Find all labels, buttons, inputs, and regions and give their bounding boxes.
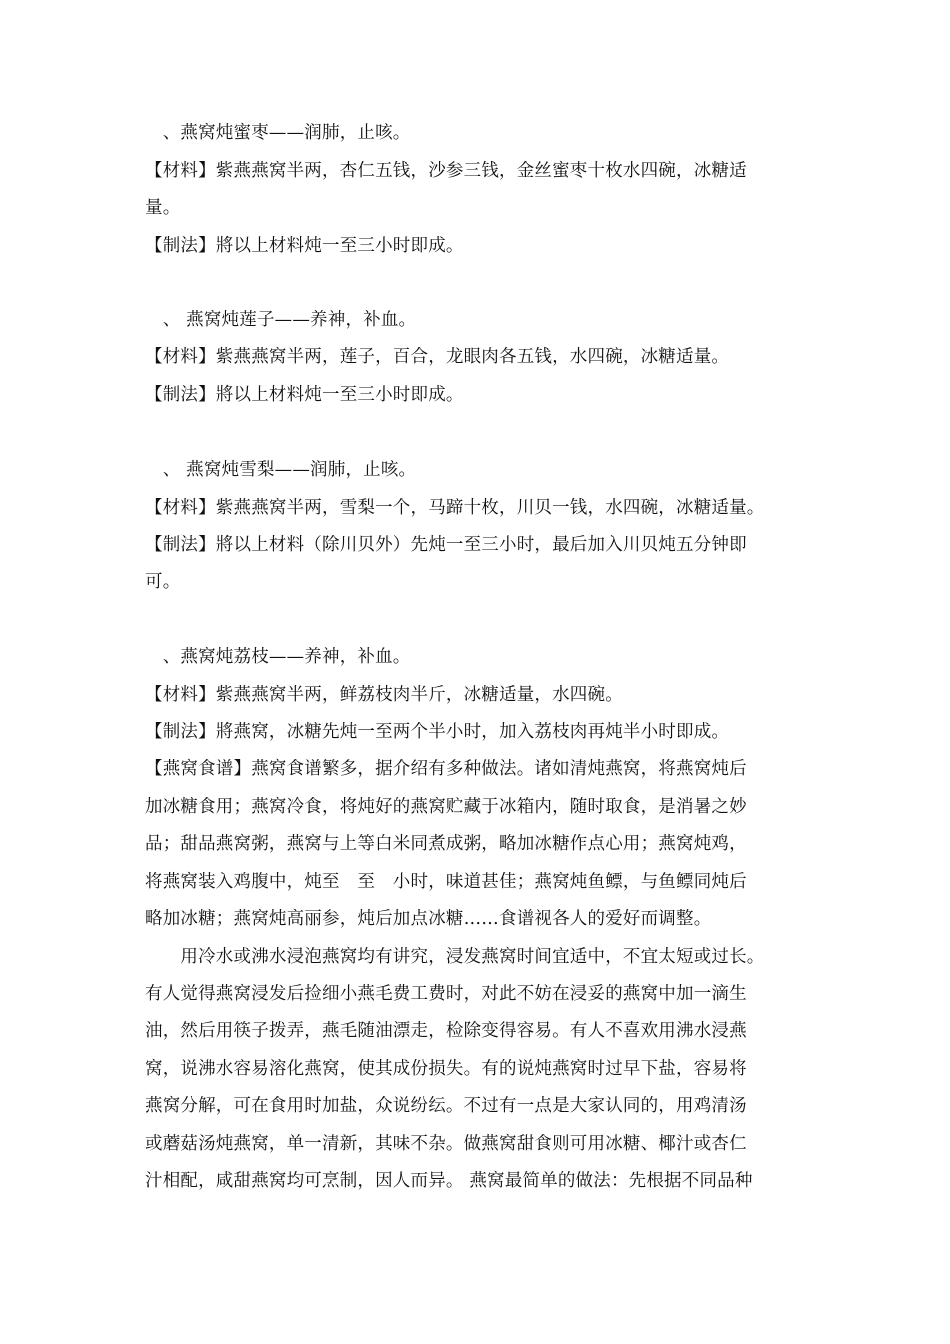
paragraph-line: 燕窝分解，可在食用时加盐，众说纷纭。不过有一点是大家认同的，用鸡清汤 <box>145 1096 747 1116</box>
recipes-section-line: 品；甜品燕窝粥，燕窝与上等白米同煮成粥，略加冰糖作点心用；燕窝炖鸡， <box>145 834 747 854</box>
recipes-section-line: 【燕窝食谱】燕窝食谱繁多，据介绍有多种做法。诸如清炖燕窝，将燕窝炖后 <box>145 759 747 779</box>
paragraph-line: 用冷水或沸水浸泡燕窝均有讲究，浸发燕窝时间宜适中，不宜太短或过长。 <box>145 947 765 967</box>
paragraph-line: 窝，说沸水容易溶化燕窝，使其成份损失。有的说炖燕窝时过早下盐，容易将 <box>145 1059 747 1079</box>
recipe-4-title: 、燕窝炖荔枝——养神，补血。 <box>145 647 411 667</box>
recipe-3-title: 、 燕窝炖雪梨——润肺，止咳。 <box>145 460 417 480</box>
recipe-4-materials: 【材料】紫燕燕窝半两，鲜荔枝肉半斤，冰糖适量，水四碗。 <box>145 685 623 705</box>
recipe-3-method-cont: 可。 <box>145 572 181 592</box>
recipe-1-materials: 【材料】紫燕燕窝半两，杏仁五钱，沙参三钱，金丝蜜枣十枚水四碗，冰糖适 <box>145 161 747 181</box>
recipe-2-materials: 【材料】紫燕燕窝半两，莲子，百合，龙眼肉各五钱，水四碗，冰糖适量。 <box>145 347 730 367</box>
paragraph-line: 有人觉得燕窝浸发后捡细小燕毛费工费时，对此不妨在浸妥的燕窝中加一滴生 <box>145 984 747 1004</box>
recipe-1-materials-cont: 量。 <box>145 198 181 218</box>
recipes-section-line: 加冰糖食用；燕窝冷食，将炖好的燕窝贮藏于冰箱内，随时取食，是消暑之妙 <box>145 797 747 817</box>
recipes-section-line: 略加冰糖；燕窝炖高丽参，炖后加点冰糖……食谱视各人的爱好而调整。 <box>145 909 712 929</box>
recipe-3-method: 【制法】將以上材料（除川贝外）先炖一至三小时，最后加入川贝炖五分钟即 <box>145 535 747 555</box>
paragraph-line: 油，然后用筷子拨弄，燕毛随油漂走，检除变得容易。有人不喜欢用沸水浸燕 <box>145 1021 747 1041</box>
recipe-2-title: 、 燕窝炖莲子——养神，补血。 <box>145 310 417 330</box>
paragraph-line: 汁相配，咸甜燕窝均可烹制，因人而异。 燕窝最简单的做法：先根据不同品种 <box>145 1171 753 1191</box>
recipe-4-method: 【制法】將燕窝，冰糖先炖一至两个半小时，加入荔枝肉再炖半小时即成。 <box>145 722 730 742</box>
recipe-1-title: 、燕窝炖蜜枣——润肺，止咳。 <box>145 123 411 143</box>
paragraph-line: 或蘑菇汤炖燕窝，单一清新，其味不杂。做燕窝甜食则可用冰糖、椰汁或杏仁 <box>145 1134 747 1154</box>
recipe-3-materials: 【材料】紫燕燕窝半两，雪梨一个，马蹄十枚，川贝一钱，水四碗，冰糖适量。 <box>145 498 765 518</box>
recipes-section-line: 将燕窝装入鸡腹中，炖至 至 小时，味道甚佳；燕窝炖鱼鳔，与鱼鳔同炖后 <box>145 872 747 892</box>
recipe-1-method: 【制法】將以上材料炖一至三小时即成。 <box>145 236 464 256</box>
recipe-2-method: 【制法】將以上材料炖一至三小时即成。 <box>145 385 464 405</box>
